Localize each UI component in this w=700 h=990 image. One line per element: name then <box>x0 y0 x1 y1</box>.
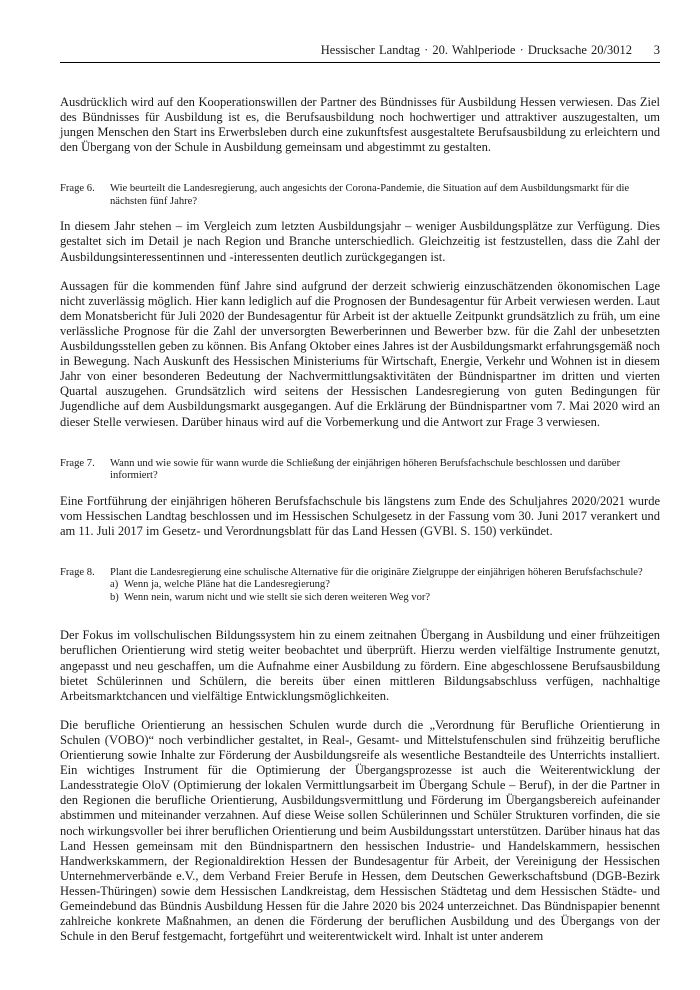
subquestion-text: Wenn ja, welche Pläne hat die Landesregierung? <box>124 579 330 591</box>
intro-paragraph: Ausdrücklich wird auf den Kooperationswillen der Partner des Bündnisses für Ausbildung Hessen verwiesen. Das Ziel des Bündnisses für Ausbildung ist es, die Berufsausbildung noch hochwertiger und attraktiver auszugestalten, um jungen Menschen den Start ins Erwerbsleben durch eine zukunftsfest ausgestaltete Berufsausbildung zu erleichtern und den Übergang von der Schule in Ausbildung gemeinsam und abgestimmt zu gestalten. <box>60 95 660 155</box>
answer-paragraph: Die berufliche Orientierung an hessischen Schulen wurde durch die „Verordnung für Berufliche Orientierung in Schulen (VOBO)“ noch verbindlicher gestaltet, in Real-, Gesamt- und Mittelstufenschulen sind frühzeitig berufliche Orientierung sowie Inhalte zur Förderung der Ausbildungsreife als wesentliche Bestandteile des Unterrichts installiert. Ein wichtiges Instrument für die Optimierung der Übergangsprozesse ist auch die Weiterentwicklung der Landesstrategie OloV (Optimierung der lokalen Vermittlungsarbeit im Übergang Schule – Beruf), in der die Partner in den Regionen die berufliche Orientierung, Ausbildungsvermittlung und Förderung im Übergangsbereich aufeinander abstimmen und miteinander verzahnen. Auf diese Weise sollen Schülerinnen und Schüler Strukturen vorfinden, die sie noch wirkungsvoller bei ihrer beruflichen Orientierung und beim Ausbildungsstart unterstützen. Darüber hinaus hat das Land Hessen gemeinsam mit den Bündnispartnern den hessischen Industrie- und Handelskammern, hessischen Handwerkskammern, der Regionaldirektion Hessen der Bundesagentur für Arbeit, der Vereinigung der Hessischen Unternehmerverbände e.V., dem Verband Freier Berufe in Hessen, dem Deutschen Gewerkschaftsbund (DGB-Bezirk Hessen-Thüringen) sowie dem Hessischen Landkreistag, dem Hessischen Städtetag und dem Hessischen Städte- und Gemeindebund das Bündnis Ausbildung Hessen für die Jahre 2020 bis 2024 unterzeichnet. Das Bündnispapier benennt zahlreiche konkrete Maßnahmen, an denen die Förderung der beruflichen Ausbildung und des Übergangs von der Schule in den Beruf festgemacht, fortgeführt und weiterentwickelt wird. Inhalt ist unter anderem <box>60 717 660 944</box>
question-label: Frage 6. <box>60 183 95 195</box>
answer-paragraph: Der Fokus im vollschulischen Bildungssystem hin zu einem zeitnahen Übergang in Ausbildung und einer frühzeitigen beruflichen Orientierung wird stetig weiter beobachtet und überprüft. Hierzu werden vielfältige Instrumente genutzt, angepasst und neu geschaffen, um die Aufnahme einer Ausbildung zu fördern. Eine abgeschlossene Berufsausbildung bietet Schülerinnen und Schülern, die bereits über einen mittleren Bildungsabschluss verfügen, nachhaltige Arbeitsmarktchancen und vielfältige Entwicklungsmöglichkeiten. <box>60 628 660 703</box>
question-label: Frage 7. <box>60 457 95 469</box>
page-body <box>60 95 660 944</box>
answer-paragraph: Eine Fortführung der einjährigen höheren Berufsfachschule bis längstens zum Ende des Schuljahres 2020/2021 wurde vom Hessischen Landtag beschlossen und im Hessischen Schulgesetz in der Fassung vom 30. Juni 2017 verankert und am 11. Juli 2017 im Gesetz- und Verordnungsblatt für das Land Hessen (GVBl. S. 150) verkündet. <box>60 493 660 538</box>
page-header <box>60 40 660 63</box>
question-label: Frage 8. <box>60 566 95 578</box>
question-6 <box>60 183 660 208</box>
answer-paragraph: In diesem Jahr stehen – im Vergleich zum letzten Ausbildungsjahr – weniger Ausbildungsplätze zur Verfügung. Dies gestaltet sich im Detail je nach Region und Branche unterschiedlich. Gleichzeitig ist festzustellen, dass die Zahl der Ausbildungsinteressentinnen und -interessenten deutlich zurückgegangen ist. <box>60 219 660 264</box>
question-text: Plant die Landesregierung eine schulische Alternative für die originäre Zielgruppe der einjährigen höheren Berufsfachschule? <box>110 566 643 578</box>
subquestion-a <box>110 579 660 592</box>
question-text: Wann und wie sowie für wann wurde die Schließung der einjährigen höheren Berufsfachschule beschlossen und darüber informiert? <box>110 457 621 482</box>
answer-paragraph: Aussagen für die kommenden fünf Jahre sind aufgrund der derzeit schwierig einzuschätzenden ökonomischen Lage nicht zuverlässig möglich. Hier kann lediglich auf die Prognosen der Bundesagentur für Arbeit verwiesen werden. Laut dem Monatsbericht für Juli 2020 der Bundesagentur für Arbeit ist der aktuelle Zeitpunkt grundsätzlich zu früh, um eine verlässliche Prognose für die Zahl der unversorgten Bewerberinnen und Bewerber bzw. für die Zahl der unbesetzten Ausbildungsstellen geben zu können. Bis Anfang Oktober eines Jahres ist der Ausbildungsmarkt erfahrungsgemäß noch in Bewegung. Nach Auskunft des Hessischen Ministeriums für Wirtschaft, Energie, Verkehr und Wohnen ist in diesem Jahr von einer besonderen Bedeutung der Nachvermittlungsaktivitäten der Bündnispartner im dritten und vierten Quartal auszugehen. Grundsätzlich wird seitens der Hessischen Landesregierung von guten Bedingungen für Jugendliche auf dem Ausbildungsmarkt ausgegangen. Auf die Erklärung der Bündnispartner vom 7. Mai 2020 wird an dieser Stelle verwiesen. Darüber hinaus wird auf die Vorbemerkung und die Antwort zur Frage 3 verwiesen. <box>60 278 660 429</box>
question-7 <box>60 458 660 483</box>
running-header: Hessischer Landtag · 20. Wahlperiode · Drucksache 20/3012 <box>320 43 632 57</box>
page-number: 3 <box>653 43 660 57</box>
question-8 <box>60 567 660 605</box>
subquestion-text: Wenn nein, warum nicht und wie stellt sie sich deren weiteren Weg vor? <box>124 591 431 603</box>
question-text: Wie beurteilt die Landesregierung, auch angesichts der Corona-Pandemie, die Situation auf dem Ausbildungsmarkt für die nächsten fünf Jahre? <box>110 183 630 207</box>
subquestion-label: a) <box>110 579 119 591</box>
subquestion-b <box>110 592 660 605</box>
subquestion-label: b) <box>110 591 119 603</box>
question-body <box>110 567 660 605</box>
